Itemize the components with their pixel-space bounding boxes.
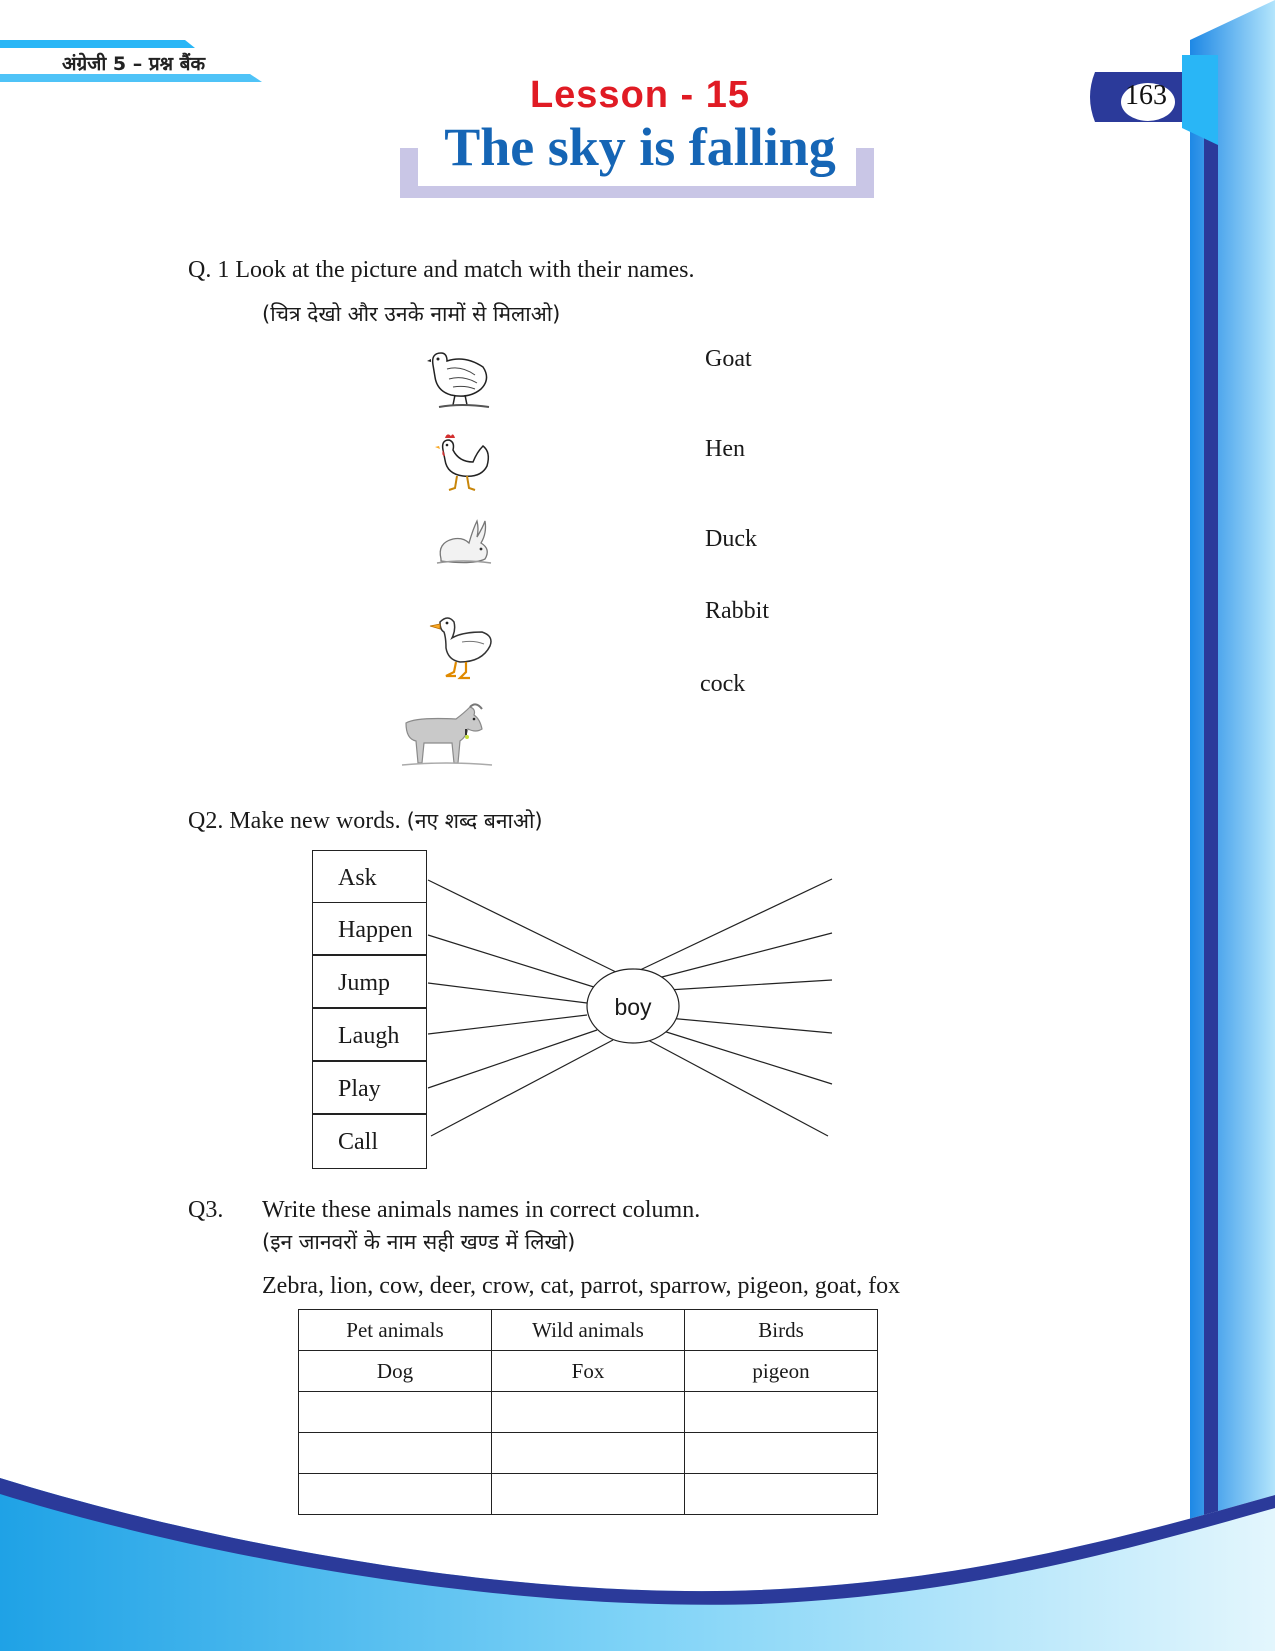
q1-name-rabbit: Rabbit bbox=[705, 598, 769, 624]
table-header-row bbox=[299, 1310, 878, 1351]
q1-name-hen: Hen bbox=[705, 436, 745, 462]
table-row bbox=[299, 1392, 878, 1433]
q1-hindi: (चित्र देखो और उनके नामों से मिलाओ) bbox=[262, 302, 561, 326]
word-box-play: Play bbox=[312, 1061, 427, 1114]
table-cell bbox=[299, 1433, 492, 1474]
animals-table bbox=[298, 1309, 878, 1515]
table-cell bbox=[685, 1433, 878, 1474]
table-cell: Fox bbox=[492, 1351, 685, 1392]
table-cell bbox=[299, 1392, 492, 1433]
table-cell: pigeon bbox=[685, 1351, 878, 1392]
header-pet-animals: Pet animals bbox=[299, 1310, 492, 1351]
table-row bbox=[299, 1474, 878, 1515]
book-label: अंग्रेजी 5 – प्रश्न बैंक bbox=[62, 53, 206, 75]
word-box-call: Call bbox=[312, 1114, 427, 1169]
page-number: 163 bbox=[1125, 80, 1167, 111]
table-cell bbox=[685, 1392, 878, 1433]
table-cell bbox=[492, 1474, 685, 1515]
header-wild-animals: Wild animals bbox=[492, 1310, 685, 1351]
q3-label: Q3. bbox=[188, 1197, 224, 1223]
q3-question: Write these animals names in correct column. bbox=[262, 1197, 701, 1223]
center-word-boy: boy bbox=[614, 994, 652, 1020]
table-cell bbox=[299, 1474, 492, 1515]
header-birds: Birds bbox=[685, 1310, 878, 1351]
q2-hindi: (नए शब्द बनाओ) bbox=[406, 809, 543, 833]
q3-word-list: Zebra, lion, cow, deer, crow, cat, parrot, sparrow, pigeon, goat, fox bbox=[262, 1273, 901, 1299]
table-cell bbox=[492, 1433, 685, 1474]
lesson-number: Lesson - 15 bbox=[529, 74, 751, 116]
table-row bbox=[299, 1351, 878, 1392]
table-cell bbox=[492, 1392, 685, 1433]
word-box-laugh: Laugh bbox=[312, 1008, 427, 1061]
word-box-happen: Happen bbox=[312, 902, 427, 955]
q1-name-goat: Goat bbox=[705, 346, 752, 372]
word-box-ask: Ask bbox=[312, 850, 427, 903]
q1-name-cock: cock bbox=[700, 671, 746, 697]
q3-hindi: (इन जानवरों के नाम सही खण्ड में लिखो) bbox=[262, 1230, 576, 1254]
q1-question: Q. 1 Look at the picture and match with their names. bbox=[188, 257, 695, 283]
table-row bbox=[299, 1433, 878, 1474]
word-box-jump: Jump bbox=[312, 955, 427, 1008]
table-cell bbox=[685, 1474, 878, 1515]
q2-question-text: Q2. Make new words. bbox=[188, 808, 401, 834]
table-cell: Dog bbox=[299, 1351, 492, 1392]
lesson-title: The sky is falling bbox=[444, 117, 836, 177]
q1-name-duck: Duck bbox=[705, 526, 757, 552]
